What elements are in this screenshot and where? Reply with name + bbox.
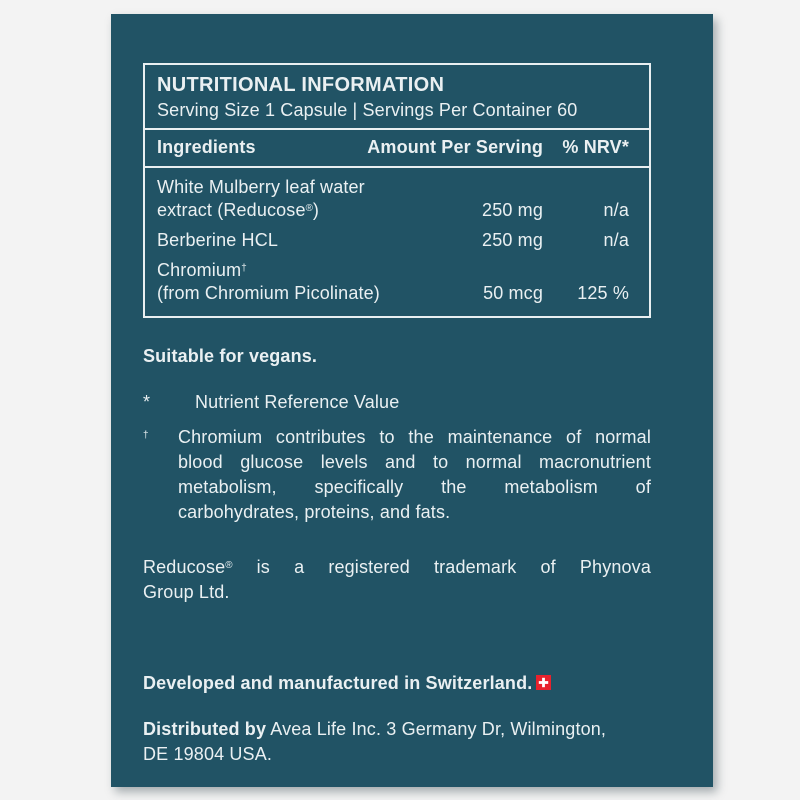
label-content <box>111 14 713 767</box>
nrv-value: n/a <box>603 230 629 250</box>
column-header-row <box>145 130 649 168</box>
distributor-address-1: Avea Life Inc. 3 Germany Dr, Wilmington, <box>266 719 607 739</box>
nrv-value: 125 % <box>577 283 629 303</box>
trademark-note: Reducose® is a registered trademark of Phynova Group Ltd. <box>143 557 651 602</box>
distributor-line1 <box>143 717 651 742</box>
nutrition-label-card <box>111 14 713 787</box>
table-row <box>157 176 629 222</box>
made-in-text: Developed and manufactured in Switzerland. <box>143 673 533 693</box>
nutrition-table <box>143 63 651 318</box>
vegan-note: Suitable for vegans. <box>143 346 318 366</box>
serving-info: Serving Size 1 Capsule | Servings Per Container 60 <box>157 100 578 120</box>
footnote-nrv <box>143 390 651 415</box>
amount-value: 250 mg <box>482 200 543 220</box>
footnote-text: Nutrient Reference Value <box>195 392 400 412</box>
ingredient-name: White Mulberry leaf water extract (Reducose®) <box>157 177 365 220</box>
footnote-chromium <box>143 425 651 525</box>
table-header <box>145 65 649 130</box>
footnote-marker: * <box>143 392 151 412</box>
column-header-ingredients: Ingredients <box>157 137 256 157</box>
distributor-note <box>143 717 651 767</box>
made-in-note <box>143 671 651 697</box>
table-row <box>157 259 629 305</box>
swiss-flag-icon <box>536 672 551 697</box>
footnote-text: Chromium contributes to the maintenance of normal blood glucose levels and to normal macronutrient metabolism, specifically the metabolism of carbohydrates, proteins, and fats. <box>178 427 651 522</box>
amount-value: 50 mcg <box>483 283 543 303</box>
ingredient-name: Chromium† (from Chromium Picolinate) <box>157 260 380 303</box>
distributor-address-2: DE 19804 USA. <box>143 744 273 764</box>
footnote-marker: † <box>143 430 149 441</box>
ingredient-name: Berberine HCL <box>157 230 279 250</box>
table-row <box>157 229 629 252</box>
amount-value: 250 mg <box>482 230 543 250</box>
distributor-label: Distributed by <box>143 719 267 739</box>
column-header-nrv: % NRV* <box>562 137 629 157</box>
table-body <box>145 168 649 316</box>
column-header-amount: Amount Per Serving <box>367 137 543 157</box>
nrv-value: n/a <box>603 200 629 220</box>
table-title: NUTRITIONAL INFORMATION <box>157 74 445 96</box>
